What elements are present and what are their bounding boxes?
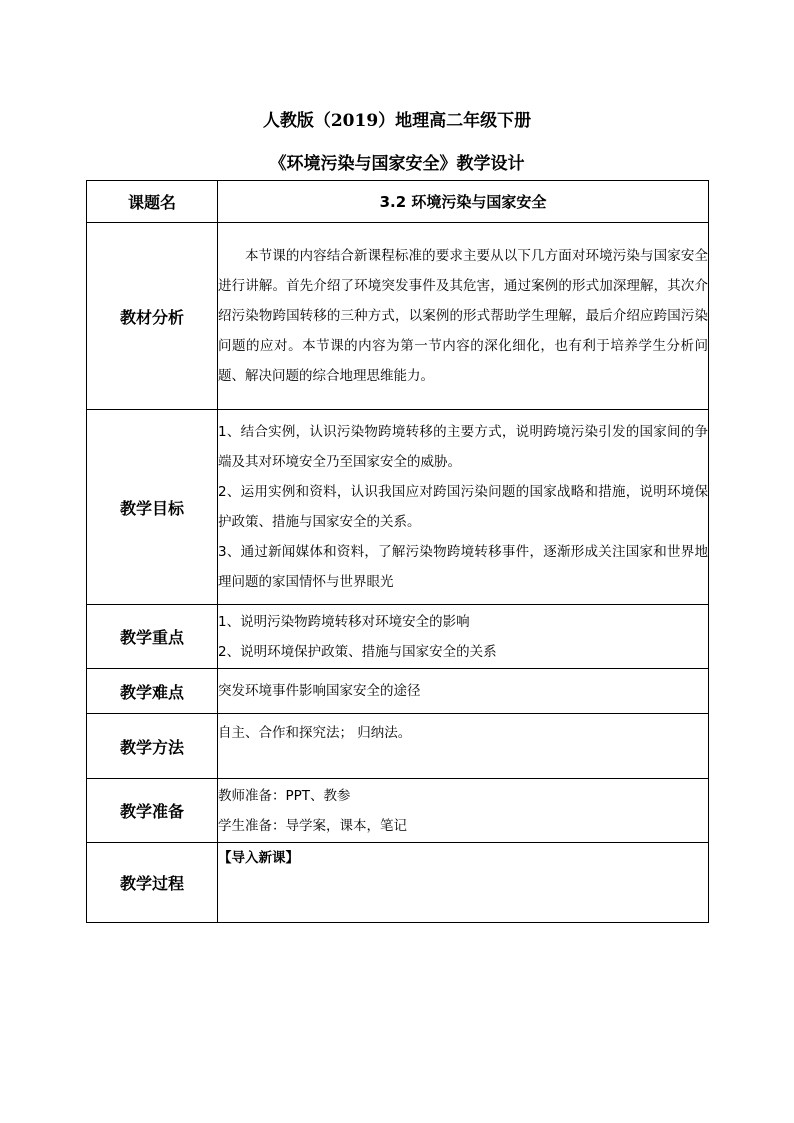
table-row xyxy=(87,605,709,669)
lesson-plan-table xyxy=(86,180,709,923)
key-point-item: 2、说明环境保护政策、措施与国家安全的关系 xyxy=(218,643,497,660)
goal-item: 3、通过新闻媒体和资料，了解污染物跨境转移事件，逐渐形成关注国家和世界地理问题的家国情怀与世界眼光 xyxy=(218,544,708,590)
goal-item: 2、运用实例和资料，认识我国应对跨国污染问题的国家战略和措施，说明环境保护政策、措施与国家安全的关系。 xyxy=(218,484,708,530)
methods-cell xyxy=(218,714,709,779)
methods-text: 自主、合作和探究法； 归纳法。 xyxy=(218,725,412,741)
topic-label: 课题名 xyxy=(87,181,218,223)
preparation-cell xyxy=(218,779,709,843)
table-row xyxy=(87,669,709,714)
process-label: 教学过程 xyxy=(87,843,218,923)
process-heading: 【导入新课】 xyxy=(218,850,299,866)
table-row xyxy=(87,779,709,843)
preparation-item: 教师准备：PPT、教参 xyxy=(218,787,351,804)
key-points-label: 教学重点 xyxy=(87,605,218,669)
goal-item: 1、结合实例，认识污染物跨境转移的主要方式，说明跨境污染引发的国家间的争端及其对环境安全乃至国家安全的威胁。 xyxy=(218,424,708,470)
preparation-item: 学生准备：导学案，课本，笔记 xyxy=(218,817,407,834)
difficulty-text: 突发环境事件影响国家安全的途径 xyxy=(218,669,709,714)
teaching-goals-cell xyxy=(218,410,709,605)
key-point-item: 1、说明污染物跨境转移对环境安全的影响 xyxy=(218,613,470,630)
table-row xyxy=(87,410,709,605)
material-analysis-text: 本节课的内容结合新课程标准的要求主要从以下几方面对环境污染与国家安全进行讲解。首先介绍了环境突发事件及其危害，通过案例的形式加深理解，其次介绍污染物跨国转移的三种方式，以案例的形式帮助学生理解，最后介绍应跨国污染问题的应对。本节课的内容为第一节内容的深化细化，也有利于培养学生分析问题、解决问题的综合地理思维能力。 xyxy=(218,248,708,384)
topic-value: 3.2 环境污染与国家安全 xyxy=(218,181,709,223)
process-cell xyxy=(218,843,709,923)
table-row xyxy=(87,843,709,923)
difficulty-label: 教学难点 xyxy=(87,669,218,714)
table-row xyxy=(87,223,709,410)
preparation-label: 教学准备 xyxy=(87,779,218,843)
document-subtitle: 《环境污染与国家安全》教学设计 xyxy=(269,154,525,174)
material-analysis-label: 教材分析 xyxy=(87,223,218,410)
table-row xyxy=(87,714,709,779)
teaching-goals-label: 教学目标 xyxy=(87,410,218,605)
material-analysis-cell xyxy=(218,223,709,410)
key-points-cell xyxy=(218,605,709,669)
table-row xyxy=(87,181,709,223)
methods-label: 教学方法 xyxy=(87,714,218,779)
document-title: 人教版（2019）地理高二年级下册 xyxy=(262,111,532,131)
